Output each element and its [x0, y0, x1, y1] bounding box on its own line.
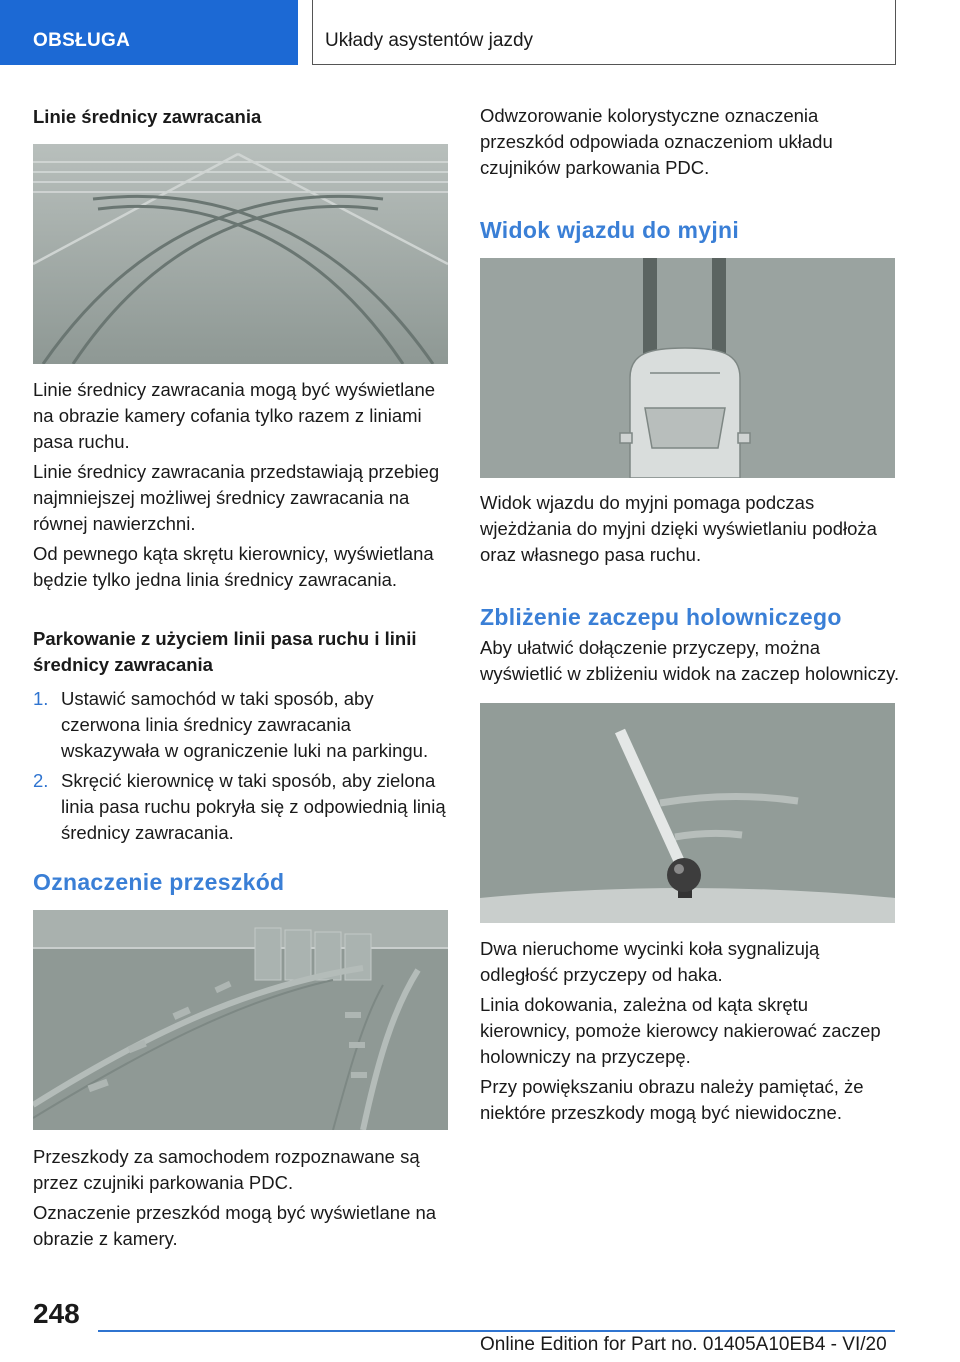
- paragraph: Linia dokowania, zależna od kąta skrętu kierownicy, pomoże kierowcy nakierować zaczep holowniczy na przyczepę.: [480, 994, 881, 1067]
- edition-note: Online Edition for Part no. 01405A10EB4 - VI/20: [480, 1334, 887, 1355]
- paragraph: Aby ułatwić dołączenie przyczepy, można wyświetlić w zbliżeniu widok na zaczep holowniczy.: [480, 637, 900, 684]
- paragraph: Oznaczenie przeszkód mogą być wyświetlane na obrazie z kamery.: [33, 1202, 437, 1249]
- turning-lines-figure: [33, 144, 448, 364]
- paragraph: Przy powiększaniu obrazu należy pamiętać, że niektóre przeszkody mogą być niewidoczne.: [480, 1076, 864, 1123]
- car-wash-view-figure: [480, 258, 895, 478]
- step-number: 1.: [33, 688, 49, 709]
- step-number: 2.: [33, 770, 49, 791]
- heading-turning-lines: Linie średnicy zawracania: [33, 106, 262, 127]
- paragraph: Odwzorowanie kolorystyczne oznaczenia przeszkód odpowiada oznaczeniom układu czujników parkowania PDC.: [480, 105, 833, 178]
- hitch-zoom-figure: [480, 703, 895, 923]
- paragraph: Od pewnego kąta skrętu kierownicy, wyświetlana będzie tylko jedna linia średnicy zawracania.: [33, 543, 434, 590]
- heading-car-wash-view: Widok wjazdu do myjni: [480, 217, 740, 243]
- paragraph: Linie średnicy zawracania przedstawiają przebieg najmniejszej możliwej średnicy zawracania na równej nawierzchni.: [33, 461, 440, 534]
- section-tab: OBSŁUGA: [0, 0, 298, 65]
- paragraph: Widok wjazdu do myjni pomaga podczas wjeżdżania do myjni dzięki wyświetlaniu podłoża oraz własnego pasa ruchu.: [480, 492, 877, 565]
- page-number: 248: [33, 1298, 80, 1329]
- heading-hitch-zoom: Zbliżenie zaczepu holowniczego: [480, 604, 842, 630]
- obstacle-marking-figure: [33, 910, 448, 1130]
- chapter-title: Układy asystentów jazdy: [312, 0, 896, 65]
- step-text: Skręcić kierownicę w taki sposób, aby zielona linia pasa ruchu pokryła się z odpowiednią linią średnicy zawracania.: [61, 770, 446, 843]
- footer-divider: [98, 1330, 895, 1332]
- paragraph: Dwa nieruchome wycinki koła sygnalizują odległość przyczepy od haka.: [480, 938, 820, 985]
- paragraph: Linie średnicy zawracania mogą być wyświetlane na obrazie kamery cofania tylko razem z liniami pasa ruchu.: [33, 379, 436, 452]
- heading-parking-procedure: Parkowanie z użyciem linii pasa ruchu i linii średnicy zawracania: [33, 628, 417, 675]
- heading-obstacle-marking: Oznaczenie przeszkód: [33, 869, 285, 895]
- step-text: Ustawić samochód w taki sposób, aby czerwona linia średnicy zawracania wskazywała w ograniczenie luki na parkingu.: [61, 688, 429, 761]
- paragraph: Przeszkody za samochodem rozpoznawane są przez czujniki parkowania PDC.: [33, 1146, 420, 1193]
